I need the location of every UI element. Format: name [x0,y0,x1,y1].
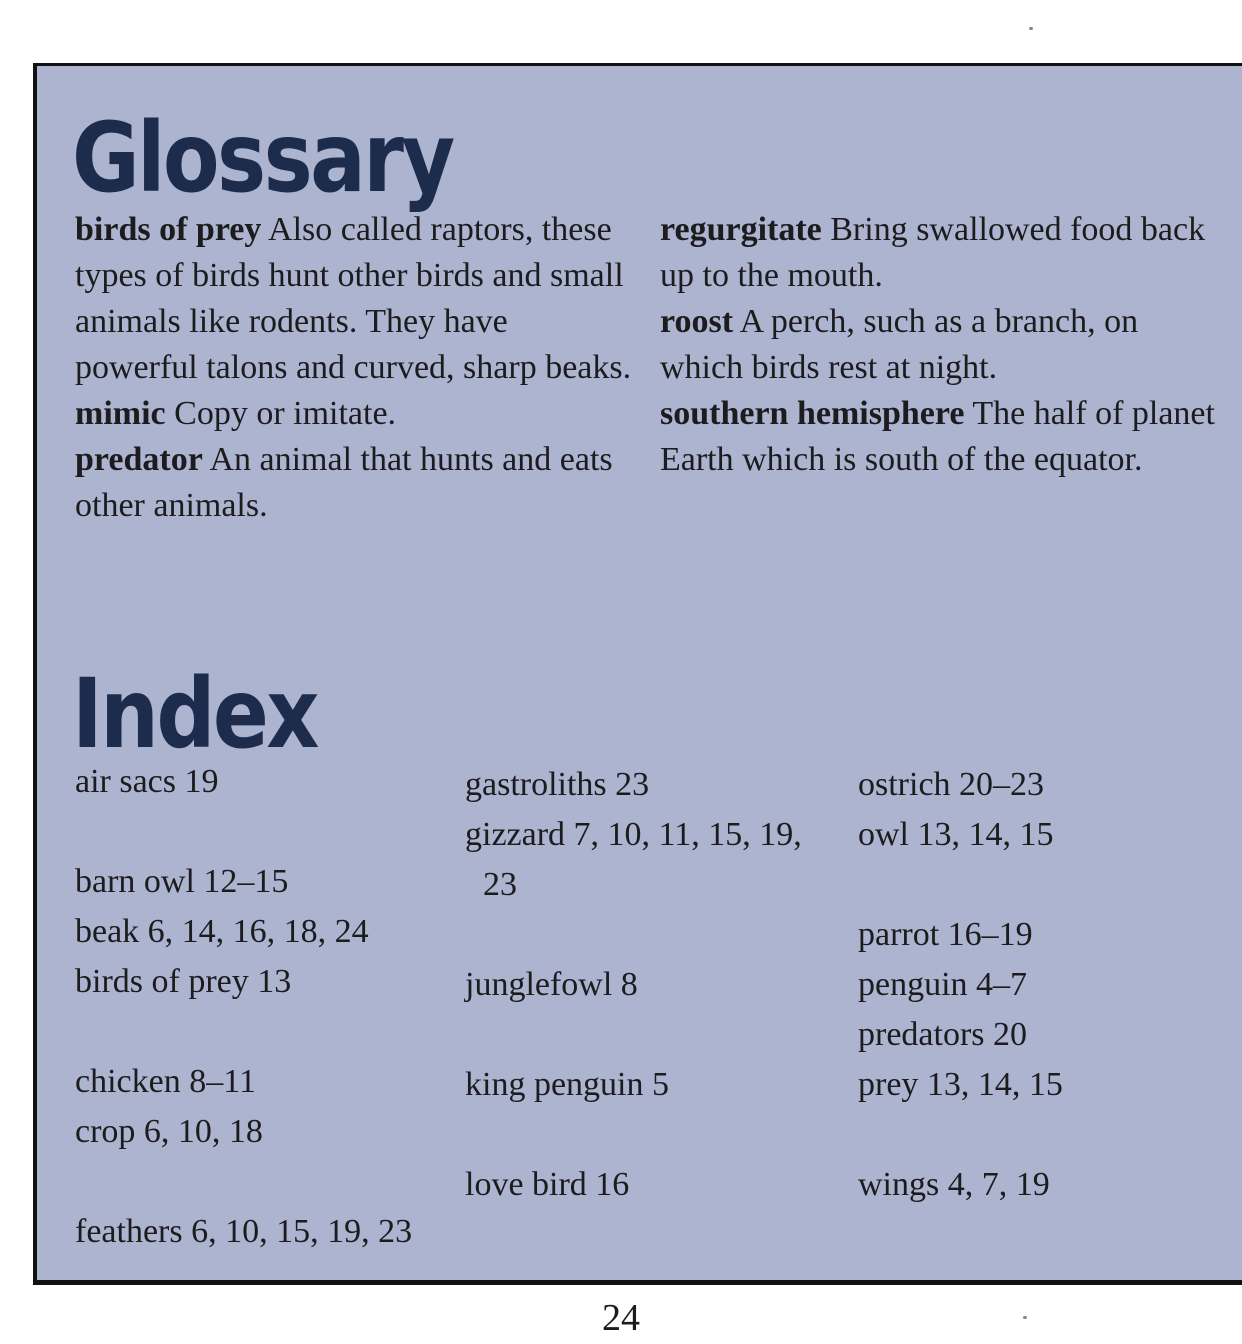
glossary-definition: Copy or imitate. [174,395,397,432]
glossary-entry [75,207,635,391]
print-fleck [1029,27,1033,30]
index-entry: owl 13, 14, 15 [858,816,1054,853]
index-entry: birds of prey 13 [75,963,292,1000]
index-entry: parrot 16–19 [858,916,1033,953]
index-column-1 [75,757,412,1257]
glossary-entry [660,391,1225,483]
glossary-term: roost [660,303,734,340]
glossary-entry [660,299,1225,391]
index-entry: predators 20 [858,1016,1028,1053]
index-column-2 [465,760,802,1210]
index-entry: barn owl 12–15 [75,863,289,900]
glossary-term: regurgitate [660,211,822,248]
glossary-column-right [660,207,1225,483]
index-entry: wings 4, 7, 19 [858,1166,1050,1203]
index-entry: love bird 16 [465,1166,630,1203]
glossary-definition: An animal that hunts and eats other animals. [75,441,613,524]
index-entry: gastroliths 23 [465,766,650,803]
index-entry-continued: 23 [483,866,517,903]
glossary-entry [75,391,635,437]
index-entry: feathers 6, 10, 15, 19, 23 [75,1213,413,1250]
glossary-column-left [75,207,635,529]
glossary-term: birds of prey [75,211,262,248]
index-spacer [465,1110,802,1160]
index-entry: junglefowl 8 [465,966,638,1003]
glossary-term: southern hemisphere [660,395,965,432]
index-entry: crop 6, 10, 18 [75,1113,263,1150]
index-entry: penguin 4–7 [858,966,1028,1003]
index-spacer [858,1110,1063,1160]
index-entry: air sacs 19 [75,763,219,800]
index-spacer [465,1010,802,1060]
index-spacer [465,910,802,960]
glossary-entry [660,207,1225,299]
index-spacer [858,860,1063,910]
index-spacer [75,1157,412,1207]
glossary-definition: A perch, such as a branch, on which birds rest at night. [660,303,1139,386]
index-entry: ostrich 20–23 [858,766,1045,803]
index-entry: gizzard 7, 10, 11, 15, 19, [465,816,802,853]
glossary-definition: Bring swallowed food back up to the mouth. [660,211,1206,294]
index-heading: Index [72,658,317,770]
page-number: 24 [602,1297,640,1339]
index-entry: chicken 8–11 [75,1063,256,1100]
glossary-definition: Also called raptors, these types of birds hunt other birds and small animals like rodents. They have powerful talons and curved, sharp beaks. [75,211,632,386]
index-entry: beak 6, 14, 16, 18, 24 [75,913,369,950]
glossary-entry [75,437,635,529]
glossary-term: mimic [75,395,166,432]
index-entry: king penguin 5 [465,1066,669,1103]
glossary-heading: Glossary [72,102,453,214]
glossary-definition: The half of planet Earth which is south of the equator. [660,395,1215,478]
index-spacer [75,807,412,857]
index-spacer [75,1007,412,1057]
index-column-3 [858,760,1063,1210]
glossary-term: predator [75,441,203,478]
index-entry: prey 13, 14, 15 [858,1066,1063,1103]
